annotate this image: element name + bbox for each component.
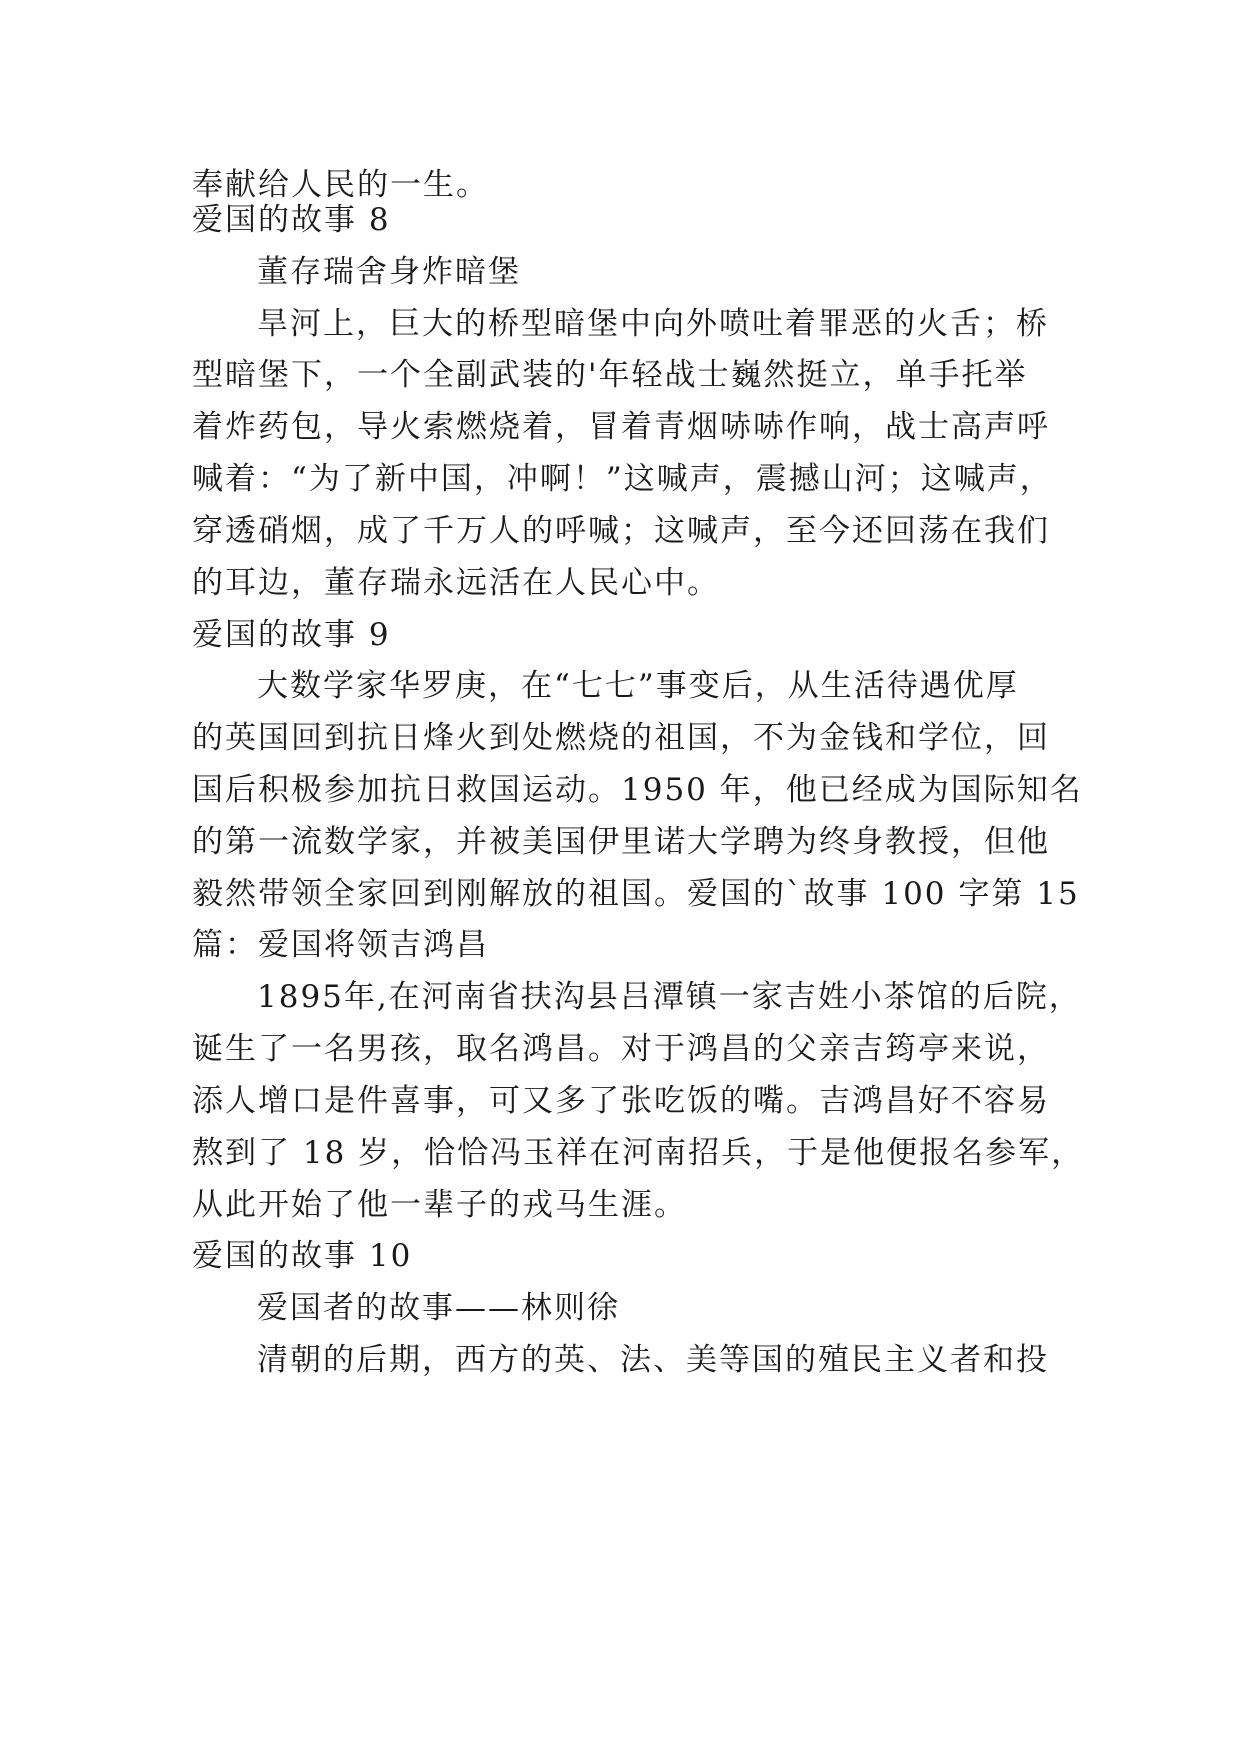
paragraph-line: 从此开始了他一辈子的戎马生涯。 [192,1187,687,1223]
paragraph-line: 的耳边，董存瑞永远活在人民心中。 [192,565,720,601]
paragraph-line: 清朝的后期，西方的英、法、美等国的殖民主义者和投 [257,1342,1049,1378]
paragraph-line: 奉献给人民的一生。 [192,167,489,203]
section-title: 爱国的故事 8 [192,202,391,238]
paragraph-line: 穿透硝烟，成了千万人的呼喊；这喊声，至今还回荡在我们 [192,513,1050,549]
paragraph-line: 添人增口是件喜事，可又多了张吃饭的嘴。吉鸿昌好不容易 [192,1083,1050,1119]
paragraph-line: 毅然带领全家回到刚解放的祖国。爱国的`故事 100 字第 15 [192,876,1080,912]
paragraph-line: 篇：爱国将领吉鸿昌 [192,927,489,963]
paragraph-line: 的英国回到抗日烽火到处燃烧的祖国，不为金钱和学位，回 [192,720,1050,756]
paragraph-line: 型暗堡下，一个全副武装的'年轻战士巍然挺立，单手托举 [192,357,1028,393]
paragraph-line: 熬到了 18 岁，恰恰冯玉祥在河南招兵，于是他便报名参军， [192,1135,1085,1171]
paragraph-line: 大数学家华罗庚，在“七七”事变后，从生活待遇优厚 [257,668,1019,704]
paragraph-line: 1895年,在河南省扶沟县吕潭镇一家吉姓小茶馆的后院， [257,979,1082,1015]
story-title: 董存瑞舍身炸暗堡 [257,254,521,290]
paragraph-line: 着炸药包，导火索燃烧着，冒着青烟哧哧作响，战士高声呼 [192,409,1050,445]
section-title: 爱国的故事 10 [192,1238,413,1274]
paragraph-line: 诞生了一名男孩，取名鸿昌。对于鸿昌的父亲吉筠亭来说， [192,1031,1050,1067]
story-title: 爱国者的故事——林则徐 [257,1290,620,1326]
paragraph-line: 国后积极参加抗日救国运动。1950 年，他已经成为国际知名 [192,772,1083,808]
paragraph-line: 旱河上，巨大的桥型暗堡中向外喷吐着罪恶的火舌；桥 [257,306,1049,342]
section-title: 爱国的故事 9 [192,617,391,653]
paragraph-line: 喊着：“为了新中国，冲啊！”这喊声，震撼山河；这喊声， [192,461,1053,497]
paragraph-line: 的第一流数学家，并被美国伊里诺大学聘为终身教授，但他 [192,824,1050,860]
